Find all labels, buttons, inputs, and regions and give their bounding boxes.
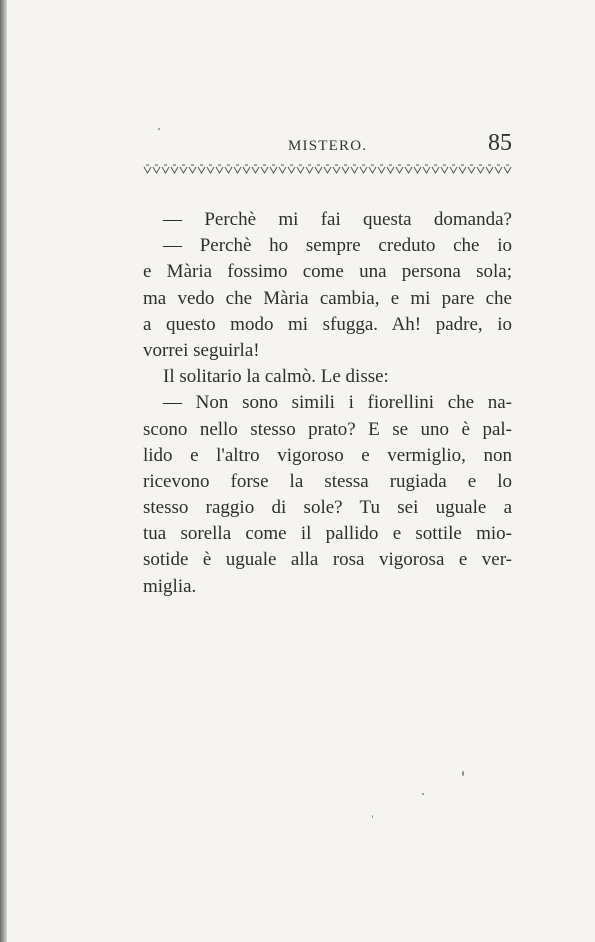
ornament-glyph <box>243 165 250 173</box>
text-line-2: — Perchè ho sempre creduto che io <box>163 235 512 257</box>
decorative-rule-svg <box>143 163 515 177</box>
ornament-glyph <box>252 165 259 173</box>
ornament-glyph <box>486 165 493 173</box>
ornament-glyph <box>189 165 196 173</box>
ornament-glyph <box>441 165 448 173</box>
text-line-1: — Perchè mi fai questa domanda? <box>163 209 512 230</box>
ornament-glyph <box>333 165 340 173</box>
ornament-glyph <box>315 165 322 173</box>
ornament-glyph <box>234 165 241 173</box>
ornament-glyph <box>450 165 457 173</box>
ornament-glyph <box>153 165 160 173</box>
text-line-4: ma vedo che Mària cambia, e mi pare che <box>143 287 512 309</box>
ornament-glyph <box>225 165 232 173</box>
ornament-glyph <box>378 165 385 173</box>
ornament-glyph <box>387 165 394 173</box>
ornament-glyph <box>270 165 277 173</box>
text-line-8: — Non sono simili i fiorellini che na- <box>163 392 512 414</box>
ornament-glyph <box>261 165 268 173</box>
ornament-glyph <box>414 165 421 173</box>
ornament-glyph <box>198 165 205 173</box>
ornament-glyph <box>504 165 511 173</box>
ornament-glyph <box>297 165 304 173</box>
text-line-6: vorrei seguirla! <box>143 339 260 361</box>
decorative-rule <box>143 163 515 177</box>
paper-speck <box>422 793 424 795</box>
ornament-glyph <box>423 165 430 173</box>
ornament-glyph <box>351 165 358 173</box>
text-line-14: sotide è uguale alla rosa vigorosa e ver- <box>143 549 512 571</box>
text-line-13: tua sorella come il pallido e sottile mio- <box>143 523 512 545</box>
text-line-5: a questo modo mi sfugga. Ah! padre, io <box>143 313 512 335</box>
ornament-glyph <box>180 165 187 173</box>
ornament-glyph <box>306 165 313 173</box>
section-title: MISTERO. <box>288 138 368 154</box>
ornament-glyph <box>207 165 214 173</box>
ornament-glyph <box>396 165 403 173</box>
paper-speck <box>158 128 160 130</box>
ornament-glyph <box>279 165 286 173</box>
ornament-glyph <box>342 165 349 173</box>
paper-speck <box>462 771 464 776</box>
ornament-glyph <box>468 165 475 173</box>
ornament-glyph <box>477 165 484 173</box>
ornament-glyph <box>144 165 151 173</box>
ornament-glyph <box>459 165 466 173</box>
page-number: 85 <box>488 130 512 156</box>
text-line-10: lido e l'altro vigoroso e vermiglio, non <box>143 444 512 466</box>
text-line-7: Il solitario la calmò. Le disse: <box>163 366 389 388</box>
text-line-15: miglia. <box>143 575 197 597</box>
body-text <box>143 207 512 600</box>
text-line-12: stesso raggio di sole? Tu sei uguale a <box>143 497 512 519</box>
ornament-glyph <box>216 165 223 173</box>
ornament-glyph <box>162 165 169 173</box>
ornament-glyph <box>495 165 502 173</box>
ornament-glyph <box>171 165 178 173</box>
ornament-glyph <box>369 165 376 173</box>
text-line-9: scono nello stesso prato? E se uno è pal- <box>143 418 512 440</box>
text-line-11: ricevono forse la stessa rugiada e lo <box>143 470 512 492</box>
ornament-glyph <box>405 165 412 173</box>
ornament-glyph <box>360 165 367 173</box>
text-line-3: e Mària fossimo come una persona sola; <box>143 261 512 283</box>
ornament-glyph <box>324 165 331 173</box>
ornament-glyph <box>432 165 439 173</box>
ornament-glyph <box>288 165 295 173</box>
paper-speck <box>372 815 373 818</box>
